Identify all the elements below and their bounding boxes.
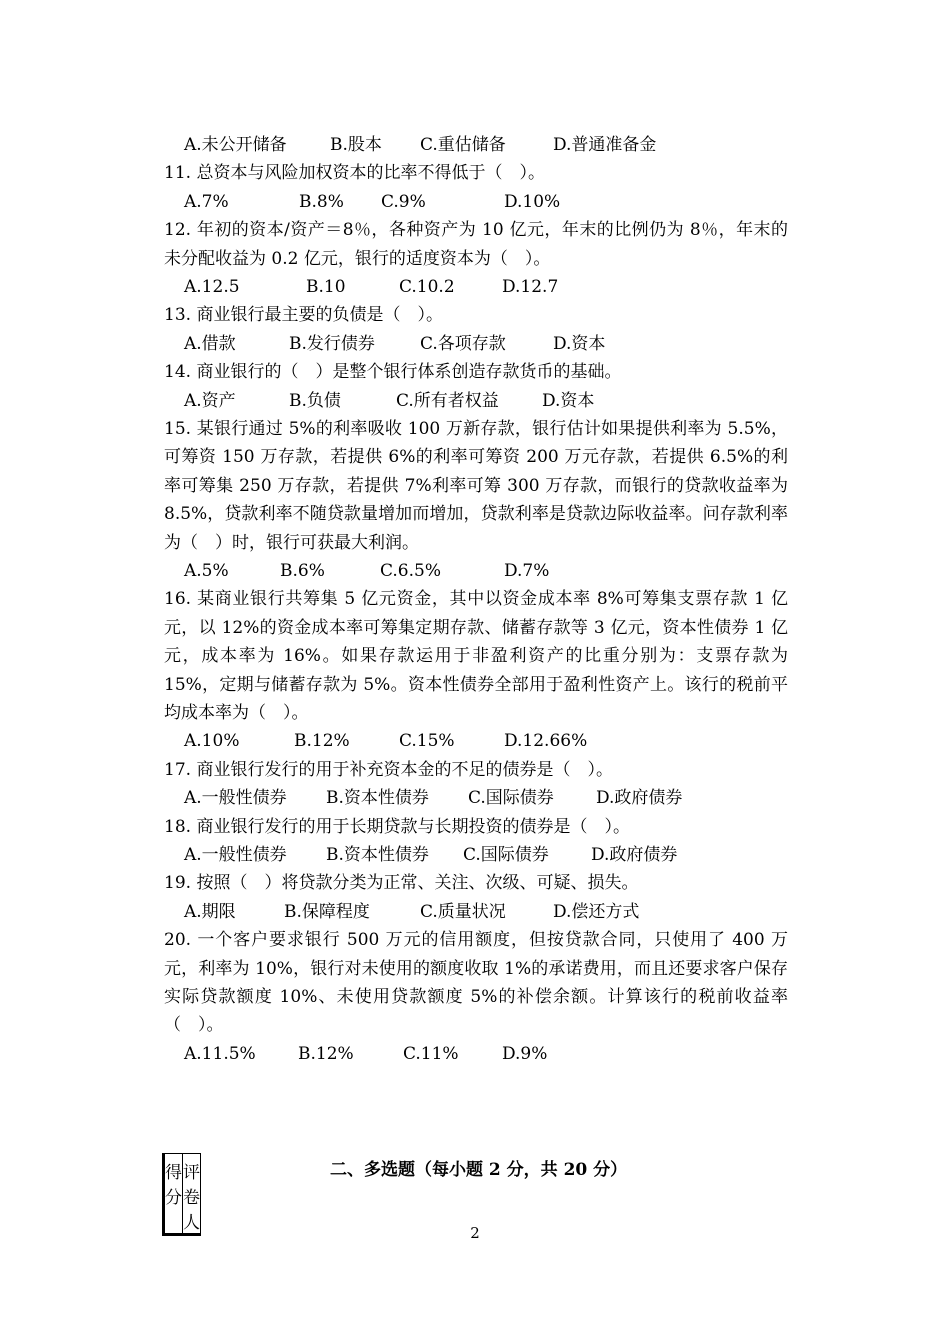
q14-option-b: B.负债 xyxy=(289,390,341,411)
q13-options xyxy=(164,330,788,358)
q19-option-d: D.偿还方式 xyxy=(553,901,640,922)
q12-option-a: A.12.5 xyxy=(184,277,240,297)
q20-text: 20. 一个客户要求银行 500 万元的信用额度，但按贷款合同，只使用了 400 万元，利率为 10%，银行对未使用的额度收取 1%的承诺费用，而且还要求客户保存实际贷款额度 10%、未使用贷款额度 5%的补偿余额。计算该行的税前收益率（ ）。 xyxy=(164,930,788,1036)
q11-option-d: D.10% xyxy=(504,191,561,212)
q15-option-c: C.6.5% xyxy=(380,561,441,582)
q10-option-c: C.重估储备 xyxy=(420,135,506,155)
q19-options xyxy=(164,898,788,926)
q10-option-a: A.未公开储备 xyxy=(184,135,287,155)
q12-option-d: D.12.7 xyxy=(502,277,559,297)
q14-text: 14. 商业银行的（ ）是整个银行体系创造存款货币的基础。 xyxy=(164,362,622,383)
q13-option-b: B.发行债券 xyxy=(289,333,375,354)
q14-option-d: D.资本 xyxy=(542,390,595,411)
q13-option-c: C.各项存款 xyxy=(420,333,506,354)
q18-option-a: A.一般性债券 xyxy=(184,845,287,866)
q20-option-c: C.11% xyxy=(403,1043,459,1064)
q10-option-b: B.股本 xyxy=(330,135,382,155)
q18-option-d: D.政府债券 xyxy=(591,845,678,866)
q17-text: 17. 商业银行发行的用于补充资本金的不足的债券是（ ）。 xyxy=(164,759,613,780)
q13-option-d: D.资本 xyxy=(553,333,606,354)
q13-option-a: A.借款 xyxy=(184,333,236,354)
q20-option-a: A.11.5% xyxy=(184,1043,256,1064)
question-list xyxy=(164,131,788,1068)
q17-options xyxy=(164,784,788,812)
q16-option-d: D.12.66% xyxy=(504,731,588,752)
q14-option-c: C.所有者权益 xyxy=(396,390,499,411)
q15-option-b: B.6% xyxy=(280,561,325,582)
q12-options xyxy=(164,273,788,301)
q19-option-a: A.期限 xyxy=(184,901,236,922)
score-cell-label: 得分 xyxy=(164,1154,183,1235)
q17-option-c: C.国际债券 xyxy=(468,788,554,809)
q13-text: 13. 商业银行最主要的负债是（ ）。 xyxy=(164,305,443,326)
q14-option-a: A.资产 xyxy=(184,390,236,411)
q16-option-c: C.15% xyxy=(399,731,455,752)
q12-text: 12. 年初的资本/资产＝8％，各种资产为 10 亿元，年末的比例仍为 8％，年末的未分配收益为 0.2 亿元，银行的适度资本为（ ）。 xyxy=(164,220,788,269)
q17-option-b: B.资本性债券 xyxy=(326,788,429,809)
q15-text: 15. 某银行通过 5%的利率吸收 100 万新存款，银行估计如果提供利率为 5.5%，可筹资 150 万存款，若提供 6%的利率可筹资 200 万元存款，若提供 6.5%的利率可筹集 250 万存款，若提供 7%利率可筹 300 万存款，而银行的贷款收益率为 8.5%，贷款利率不随贷款量增加而增加，贷款利率是贷款边际收益率。问存款利率为（ ）时，银行可获最大利润。 xyxy=(164,418,788,553)
q18-options xyxy=(164,841,788,869)
q19-text: 19. 按照（ ）将贷款分类为正常、关注、次级、可疑、损失。 xyxy=(164,873,639,894)
q15-option-d: D.7% xyxy=(504,561,550,582)
q12-option-b: B.10 xyxy=(306,277,346,297)
grader-cell-label: 评卷人 xyxy=(183,1154,201,1235)
q19-option-c: C.质量状况 xyxy=(420,901,506,922)
q20-option-d: D.9% xyxy=(502,1043,548,1064)
q15-option-a: A.5% xyxy=(184,561,229,582)
q18-option-b: B.资本性债券 xyxy=(326,845,429,866)
q11-option-c: C.9% xyxy=(381,191,426,212)
q15-options xyxy=(164,557,788,585)
page-number: 2 xyxy=(470,1224,480,1242)
q16-options xyxy=(164,727,788,755)
q11-option-a: A.7% xyxy=(184,191,229,212)
q11-text: 11. 总资本与风险加权资本的比率不得低于（ ）。 xyxy=(164,163,545,184)
q10-option-d: D.普通准备金 xyxy=(553,135,657,155)
q20-option-b: B.12% xyxy=(298,1043,354,1064)
q18-option-c: C.国际债券 xyxy=(463,845,549,866)
q10-options xyxy=(164,131,788,159)
q14-options xyxy=(164,387,788,415)
q16-option-a: A.10% xyxy=(184,731,240,752)
q11-options xyxy=(164,188,788,216)
q17-option-a: A.一般性债券 xyxy=(184,788,287,809)
q12-option-c: C.10.2 xyxy=(399,277,455,297)
q16-text: 16. 某商业银行共筹集 5 亿元资金，其中以资金成本率 8%可筹集支票存款 1 亿元，以 12%的资金成本率可筹集定期存款、储蓄存款等 3 亿元，资本性债券 1 亿元，成本率为 16%。如果存款运用于非盈利资产的比重分别为：支票存款为 15%，定期与储蓄存款为 5%。资本性债券全部用于盈利性资产上。该行的税前平均成本率为（ ）。 xyxy=(164,589,788,724)
section-title: 二、多选题（每小题 2 分，共 20 分） xyxy=(330,1160,628,1180)
q19-option-b: B.保障程度 xyxy=(284,901,370,922)
q11-option-b: B.8% xyxy=(299,191,344,212)
q20-options xyxy=(164,1040,788,1068)
q16-option-b: B.12% xyxy=(294,731,350,752)
q18-text: 18. 商业银行发行的用于长期贷款与长期投资的债券是（ ）。 xyxy=(164,816,630,837)
q17-option-d: D.政府债券 xyxy=(596,788,683,809)
